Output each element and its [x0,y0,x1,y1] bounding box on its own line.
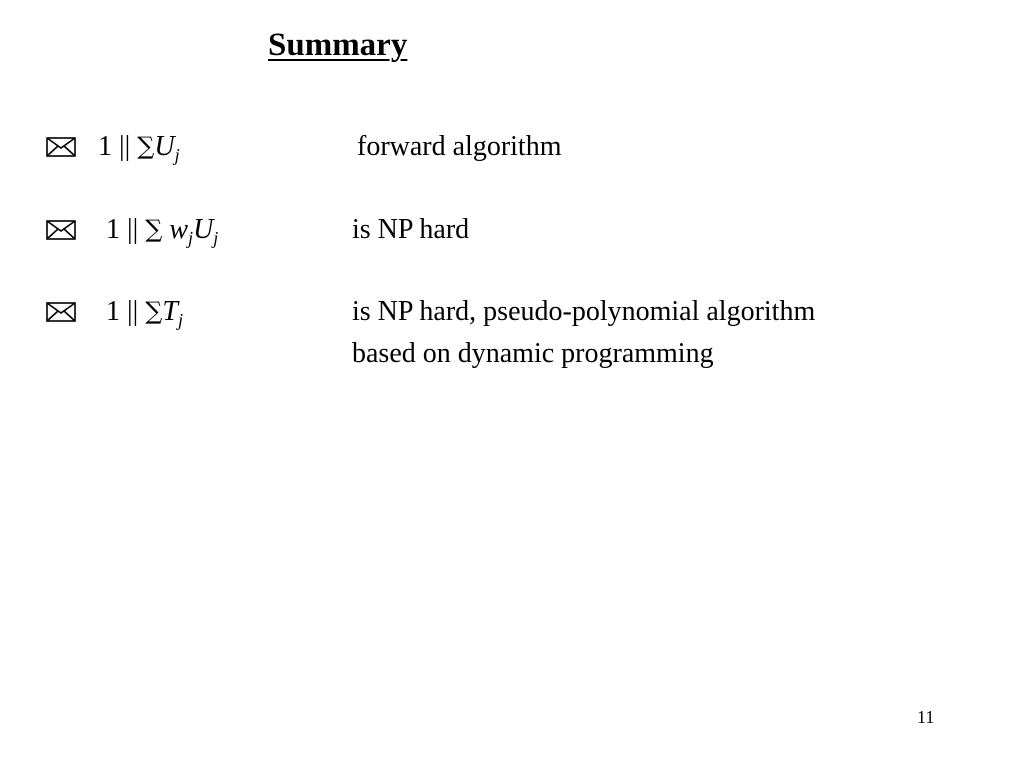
item-description [357,126,562,168]
item-description [352,291,815,375]
formula [98,130,180,164]
sum-symbol: ∑ [137,132,155,160]
description-line: is NP hard [352,214,470,245]
formula-variable: U [154,131,175,162]
formula [106,213,218,247]
envelope-icon [46,302,76,322]
formula-subscript: j [174,145,180,165]
description-line: forward algorithm [357,131,562,162]
description-line: is NP hard, pseudo-polynomial algorithm [352,296,816,327]
formula-subscript: j [213,228,219,248]
sum-symbol: ∑ [145,215,163,243]
slide-title: Summary [268,27,408,63]
envelope-icon [46,220,76,240]
page-number: 11 [917,707,935,727]
formula-variable: U [193,214,214,245]
item-description [352,209,469,251]
formula-variable: T [162,296,178,327]
sum-symbol: ∑ [145,297,163,325]
envelope-icon [46,137,76,157]
formula-prefix: 1 || [106,296,146,327]
formula-subscript: j [177,310,183,330]
formula-prefix: 1 || [106,214,146,245]
description-line: based on dynamic programming [352,338,714,369]
formula-prefix: 1 || [98,131,138,162]
formula-weight-subscript: j [188,228,194,248]
formula [106,295,183,329]
formula-weight: w [169,214,189,245]
